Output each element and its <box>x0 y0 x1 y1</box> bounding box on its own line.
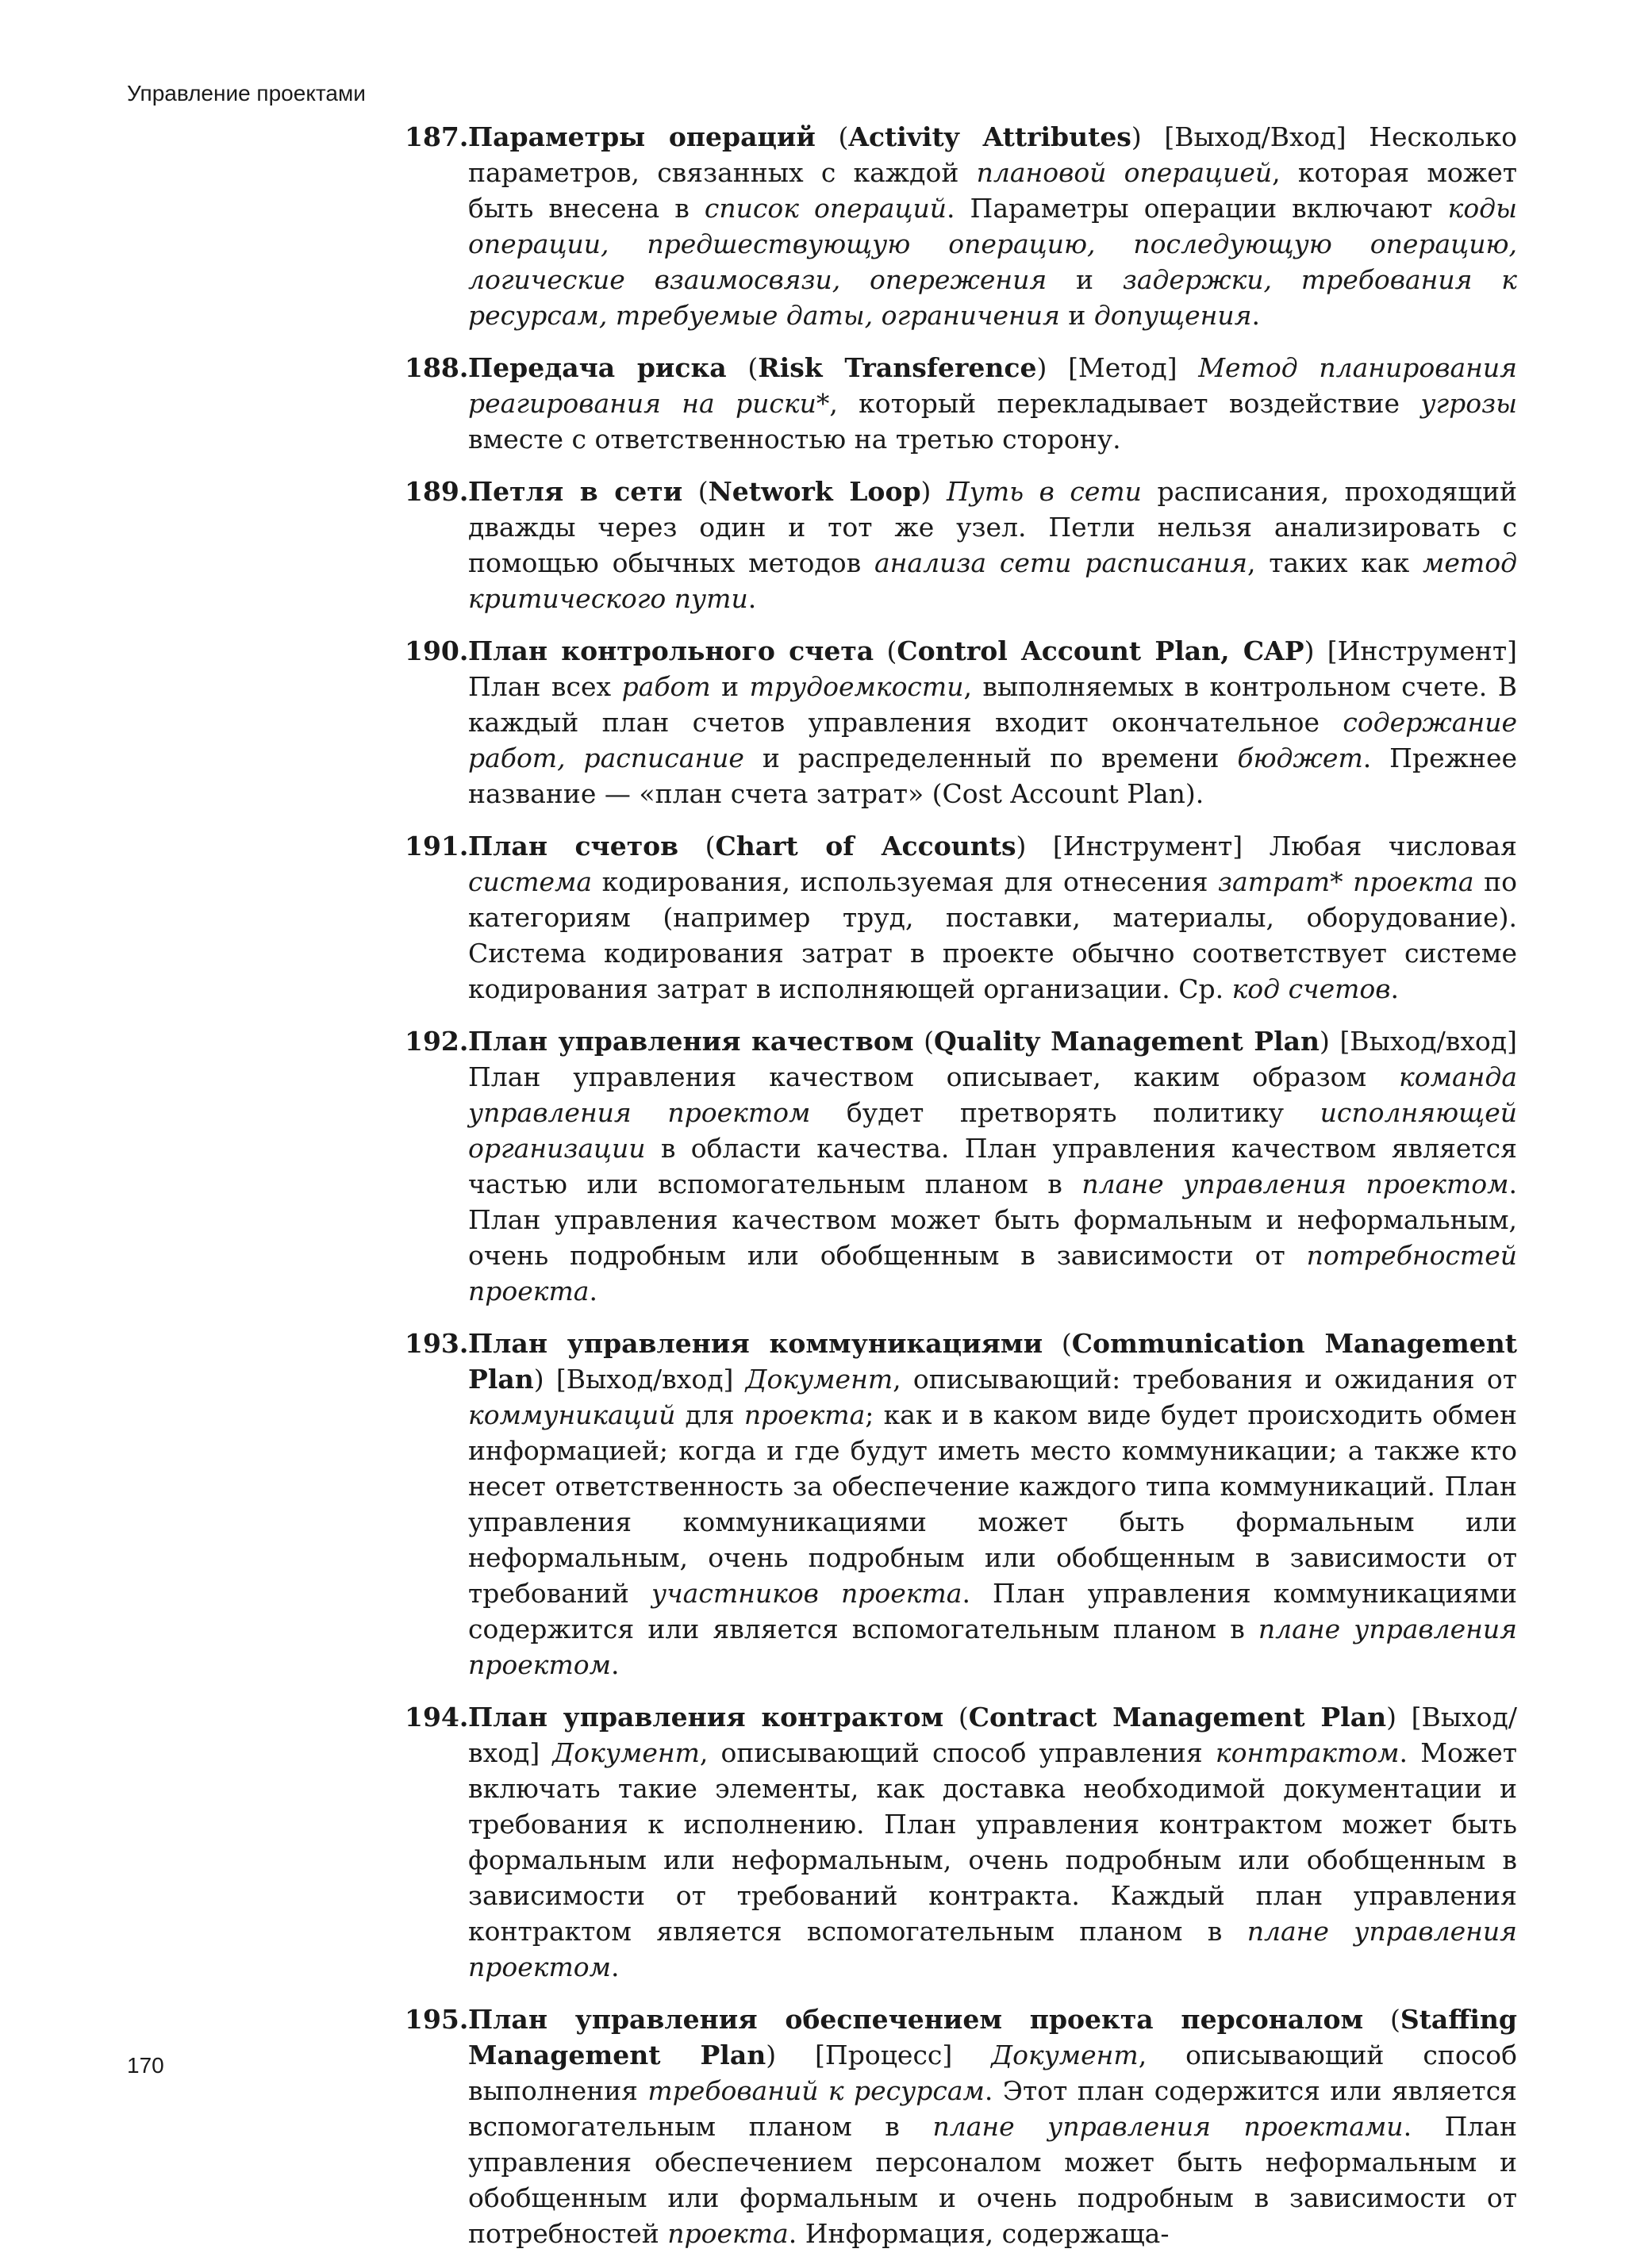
definition-run: . <box>747 583 757 614</box>
definition-italic-run: проекта <box>743 1399 866 1430</box>
definition-italic-run: анализа сети расписания <box>874 547 1247 578</box>
entry-definition <box>468 671 1517 809</box>
entry-definition <box>468 1737 1517 1982</box>
entry-english-term: Chart of Accounts <box>715 831 1016 862</box>
entry-term: План управления коммуникациями <box>468 1328 1043 1359</box>
glossary-entry: 191. План счетов (Chart of Accounts) [Инструмент] Любая числовая система кодирования, используемая для отнесения затрат* проекта по категориям (например труд, поставки, материалы, оборудование). Система кодирования затрат в проекте обычно соответствует системе кодирования затрат в исполняющей организации. Ср. код счетов. <box>405 828 1517 1007</box>
definition-run: . Этот план содержится или является вспомогательным планом в <box>468 2075 1517 2142</box>
definition-run: в области качества. План управления качеством является частью или вспомогательным планом в <box>468 1133 1517 1199</box>
definition-italic-run: Документ <box>991 2040 1139 2070</box>
definition-run: . <box>611 1649 620 1680</box>
definition-italic-run: участников проекта <box>651 1578 962 1609</box>
definition-run: , которая может быть внесена в <box>468 157 1517 224</box>
definition-run: . <box>589 1276 597 1307</box>
definition-run: вместе с ответственностью на третью сторону. <box>468 424 1121 455</box>
definition-italic-run: содержание работ, расписание <box>468 707 1517 773</box>
definition-italic-run: угрозы <box>1420 388 1518 419</box>
glossary-entry: 192. План управления качеством (Quality Management Plan) [Выход/вход] План управления качеством описывает, каким образом команда управления проектом будет претворять политику исполняющей организации в области качества. План управления качеством является частью или вспомогательным планом в плане управления проектом. План управления качеством может быть формальным и неформальным, очень подробным или обобщенным в зависимости от потребностей проекта. <box>405 1023 1517 1309</box>
glossary-entries <box>405 119 1517 2268</box>
definition-run: по категориям (например труд, поставки, материалы, оборудование). Система кодирования затрат в проекте обычно соответствует системе кодирования затрат в исполняющей организации. Ср. <box>468 866 1517 1004</box>
definition-italic-run: потребностей проекта <box>468 1240 1517 1307</box>
entry-number: 193. <box>405 1328 469 1359</box>
entry-term: Петля в сети <box>468 476 683 507</box>
glossary-entry: 195. План управления обеспечением проекта персоналом (Staffing Management Plan) [Процесс] Документ, описывающий способ выполнения требований к ресурсам. Этот план содержится или является вспомогательным планом в плане управления проектами. План управления обеспечением персоналом может быть неформальным и обобщенным или формальным и очень подробным в зависимости от потребностей проекта. Информация, содержаща- <box>405 2001 1517 2251</box>
entry-term: План управления контрактом <box>468 1702 944 1733</box>
definition-italic-run: список операций <box>704 193 947 224</box>
definition-run: для <box>675 1399 744 1430</box>
entry-english-term: Staffing Management Plan <box>468 2004 1517 2070</box>
entry-number: 191. <box>405 831 469 862</box>
definition-run: , описывающий способ управления <box>699 1737 1216 1768</box>
definition-run: ; как и в каком виде будет происходить обмен информацией; когда и где будут иметь место коммуникации; а также кто несет ответственность за обеспечение каждого типа коммуникаций. План управления коммуникациями может быть формальным или неформальным, очень подробным или обобщенным в зависимости от требований <box>468 1399 1517 1609</box>
entry-tag: [Выход/Вход] <box>1164 121 1346 152</box>
entry-english-term: Risk Transference <box>758 352 1037 383</box>
definition-run: План управления качеством описывает, каким образом <box>468 1061 1400 1092</box>
entry-tag: [Выход/вход] <box>555 1364 734 1395</box>
definition-run: . Может включать такие элементы, как доставка необходимой документации и требования к исполнению. План управления контрактом может быть формальным или неформальным, очень подробным или обобщенным в зависимости от требований контракта. Каждый план управления контрактом является вспомогательным планом в <box>468 1737 1517 1947</box>
entry-english-term: Contract Management Plan <box>968 1702 1387 1733</box>
definition-italic-run: Путь в сети <box>946 476 1142 507</box>
definition-italic-run: система <box>468 866 593 897</box>
entry-tag: [Инструмент] <box>1052 831 1243 862</box>
definition-italic-run: Метод планирования реагирования на риски <box>468 352 1517 419</box>
definition-run: . План управления обеспечением персоналом может быть неформальным и обобщенным или формальным и очень подробным в зависимости от потребностей <box>468 2111 1518 2249</box>
definition-italic-run: плане управления проектами <box>932 2111 1404 2142</box>
definition-italic-run: Документ <box>552 1737 700 1768</box>
definition-run: . План управления качеством может быть формальным и неформальным, очень подробным или обобщенным в зависимости от <box>468 1169 1517 1271</box>
definition-run: , описывающий: требования и ожидания от <box>893 1364 1517 1395</box>
glossary-entry: 190. План контрольного счета (Control Account Plan, CAP) [Инструмент] План всех работ и трудоемкости, выполняемых в контрольном счете. В каждый план счетов управления входит окончательное содержание работ, расписание и распределенный по времени бюджет. Прежнее название — «план счета затрат» (Cost Account Plan). <box>405 633 1517 812</box>
definition-run: *, который перекладывает воздействие <box>816 388 1421 419</box>
entry-tag: [Процесс] <box>815 2040 953 2070</box>
entry-term: Параметры операций <box>468 121 816 152</box>
entry-english-term: Network Loop <box>708 476 921 507</box>
definition-italic-run: команда управления проектом <box>468 1061 1517 1128</box>
definition-italic-run: контрактом <box>1215 1737 1400 1768</box>
entry-number: 187. <box>405 121 469 152</box>
entry-english-term: Activity Attributes <box>848 121 1131 152</box>
definition-run: . Параметры операции включают <box>947 193 1448 224</box>
definition-italic-run: плане управления проектом <box>468 1916 1518 1982</box>
entry-number: 194. <box>405 1702 469 1733</box>
definition-italic-run: код счетов <box>1231 973 1391 1004</box>
definition-run: Несколько параметров, связанных с каждой <box>468 121 1517 188</box>
entry-definition <box>468 121 1517 331</box>
entry-definition <box>468 2040 1517 2249</box>
definition-italic-run: метод критического пути <box>468 547 1517 614</box>
definition-run: кодирования, используемая для отнесения <box>592 866 1219 897</box>
entry-number: 190. <box>405 635 469 666</box>
running-head: Управление проектами <box>127 81 366 106</box>
entry-term: План управления качеством <box>468 1026 914 1057</box>
definition-run: будет претворять политику <box>810 1097 1320 1128</box>
definition-run: , таких как <box>1247 547 1423 578</box>
definition-run: Любая числовая <box>1269 831 1517 862</box>
definition-italic-run: трудоемкости <box>749 671 964 702</box>
glossary-entry: 194. План управления контрактом (Contract Management Plan) [Выход/вход] Документ, описывающий способ управления контрактом. Может включать такие элементы, как доставка необходимой документации и требования к исполнению. План управления контрактом может быть формальным или неформальным, очень подробным или обобщенным в зависимости от требований контракта. Каждый план управления контрактом является вспомогательным планом в плане управления проектом. <box>405 1699 1517 1985</box>
entry-term: Передача риска <box>468 352 727 383</box>
definition-italic-run: исполняющей организации <box>468 1097 1517 1164</box>
definition-run: расписания, проходящий дважды через один и тот же узел. Петли нельзя анализировать с помощью обычных методов <box>468 476 1517 578</box>
definition-run: . План управления коммуникациями содержится или является вспомогательным планом в <box>468 1578 1517 1644</box>
definition-italic-run: допущения <box>1093 300 1252 331</box>
definition-italic-run: работ <box>621 671 711 702</box>
entry-number: 192. <box>405 1026 469 1057</box>
entry-term: План счетов <box>468 831 679 862</box>
entry-tag: [Инструмент] <box>1327 635 1518 666</box>
definition-run: . Информация, содержаща- <box>788 2218 1170 2249</box>
definition-italic-run: требований к ресурсам <box>647 2075 985 2106</box>
definition-run: и <box>1059 300 1094 331</box>
definition-run: . <box>611 1951 620 1982</box>
entry-tag: [Метод] <box>1068 352 1177 383</box>
glossary-entry: 187. Параметры операций (Activity Attributes) [Выход/Вход] Несколько параметров, связанных с каждой плановой операцией, которая может быть внесена в список операций. Параметры операции включают коды операции, предшествующую операцию, последующую операцию, логические взаимосвязи, опережения и задержки, требования к ресурсам, требуемые даты, ограничения и допущения. <box>405 119 1517 333</box>
definition-run: План всех <box>468 671 622 702</box>
entry-tag: [Выход/вход] <box>1339 1026 1517 1057</box>
glossary-entry: 188. Передача риска (Risk Transference) [Метод] Метод планирования реагирования на риски*, который перекладывает воздействие угрозы вместе с ответственностью на третью сторону. <box>405 350 1517 457</box>
definition-run: и <box>1047 264 1123 295</box>
definition-run: , описывающий способ выполнения <box>468 2040 1517 2106</box>
entry-number: 195. <box>405 2004 469 2035</box>
definition-italic-run: коммуникаций <box>468 1399 676 1430</box>
entry-number: 189. <box>405 476 469 507</box>
page-number: 170 <box>127 2053 164 2078</box>
entry-english-term: Communication Management Plan <box>468 1328 1517 1395</box>
entry-definition <box>468 1061 1517 1307</box>
definition-italic-run: плановой операцией <box>976 157 1273 188</box>
definition-italic-run: коды операции, предшествующую операцию, последующую операцию, логические взаимосвязи, опережения <box>468 193 1517 295</box>
definition-italic-run: плане управления проектом <box>468 1614 1518 1680</box>
entry-term: План управления обеспечением проекта персоналом <box>468 2004 1364 2035</box>
definition-run: , выполняемых в контрольном счете. В каждый план счетов управления входит окончательное <box>468 671 1518 738</box>
glossary-entry: 189. Петля в сети (Network Loop) Путь в сети расписания, проходящий дважды через один и тот же узел. Петли нельзя анализировать с помощью обычных методов анализа сети расписания, таких как метод критического пути. <box>405 474 1517 616</box>
definition-italic-run: Документ <box>745 1364 893 1395</box>
entry-english-term: Quality Management Plan <box>934 1026 1320 1057</box>
definition-run: . Прежнее название — «план счета затрат» (Cost Account Plan). <box>468 743 1518 809</box>
definition-italic-run: плане управления проектом <box>1081 1169 1509 1199</box>
definition-italic-run: бюджет <box>1237 743 1363 773</box>
entry-tag: [Выход/вход] <box>468 1702 1517 1768</box>
entry-definition <box>468 1364 1517 1680</box>
definition-run: . <box>1390 973 1399 1004</box>
definition-italic-run: затрат* проекта <box>1218 866 1474 897</box>
entry-term: План контрольного счета <box>468 635 874 666</box>
entry-english-term: Control Account Plan, CAP <box>897 635 1304 666</box>
definition-run: и <box>710 671 750 702</box>
definition-italic-run: проекта <box>667 2218 789 2249</box>
entry-number: 188. <box>405 352 469 383</box>
definition-run: и распределенный по времени <box>743 743 1238 773</box>
definition-run: . <box>1251 300 1260 331</box>
definition-italic-run: задержки, требования к ресурсам, требуемые даты, ограничения <box>468 264 1517 331</box>
glossary-entry: 193. План управления коммуникациями (Communication Management Plan) [Выход/вход] Документ, описывающий: требования и ожидания от коммуникаций для проекта; как и в каком виде будет происходить обмен информацией; когда и где будут иметь место коммуникации; а также кто несет ответственность за обеспечение каждого типа коммуникаций. План управления коммуникациями может быть формальным или неформальным, очень подробным или обобщенным в зависимости от требований участников проекта. План управления коммуникациями содержится или является вспомогательным планом в плане управления проектом. <box>405 1326 1517 1683</box>
